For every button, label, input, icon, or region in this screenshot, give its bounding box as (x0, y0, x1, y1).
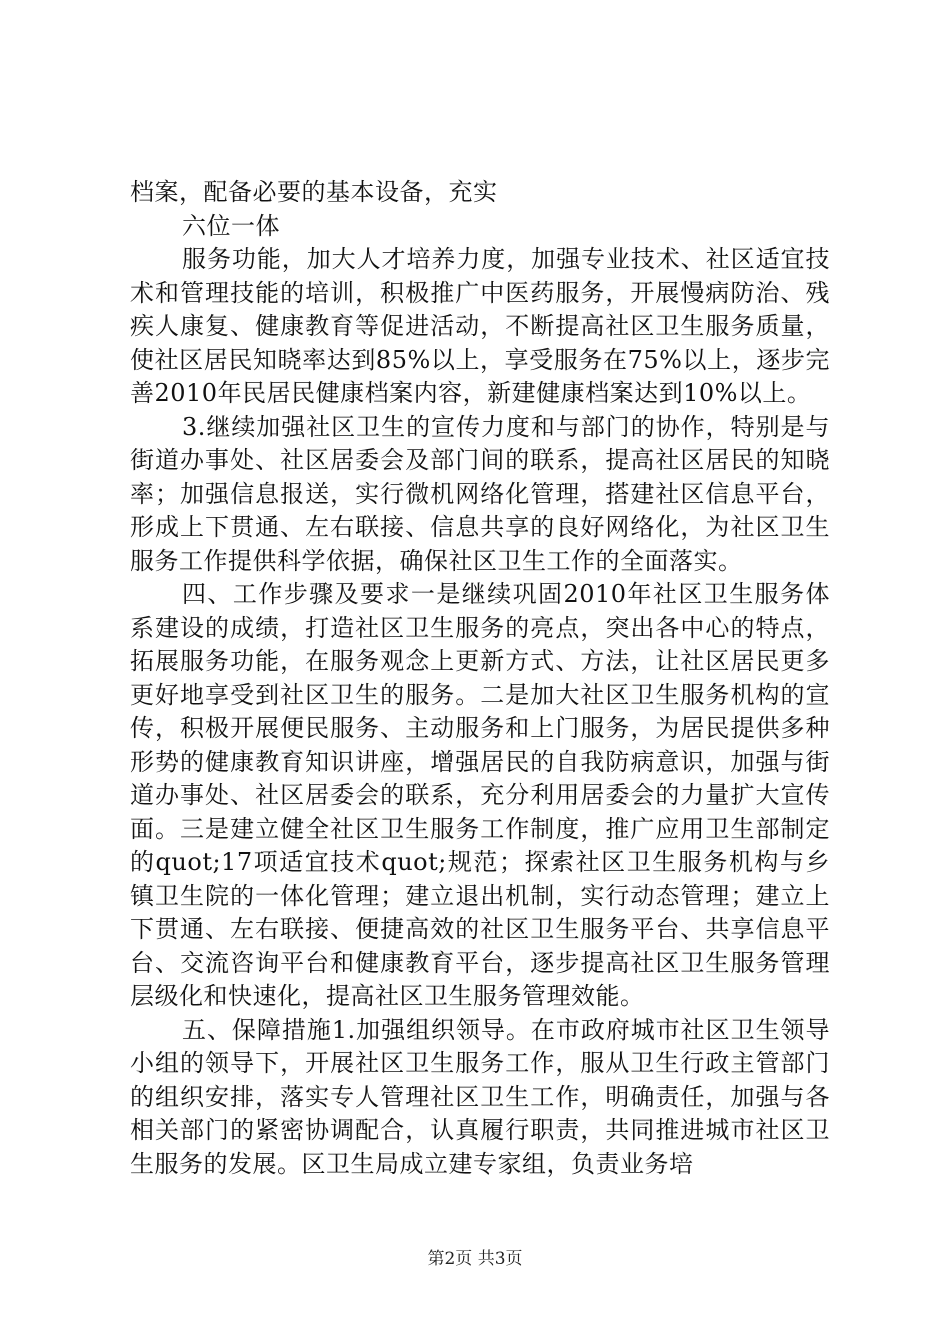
paragraph-2: 六位一体 (182, 211, 280, 240)
page-footer (0, 1244, 950, 1269)
paragraph-1: 档案，配备必要的基本设备，充实 (130, 178, 498, 206)
paragraph-4: 3.继续加强社区卫生的宣传力度和与部门的协作，特别是与街道办事处、社区居委会及部门间的联系，提高社区居民的知晓率；加强信息报送，实行微机网络化管理，搭建社区信息平台，形成上下贯通、左右联接、信息共享的良好网络化，为社区卫生服务工作提供科学依据，确保社区卫生工作的全面落实。 (130, 412, 830, 575)
paragraph-5: 四、工作步骤及要求一是继续巩固2010年社区卫生服务体系建设的成绩，打造社区卫生服务的亮点，突出各中心的特点，拓展服务功能，在服务观念上更新方式、方法，让社区居民更多更好地享受到社区卫生的服务。二是加大社区卫生服务机构的宣传，积极开展便民服务、主动服务和上门服务，为居民提供多种形势的健康教育知识讲座，增强居民的自我防病意识，加强与街道办事处、社区居委会的联系，充分利用居委会的力量扩大宣传面。三是建立健全社区卫生服务工作制度，推广应用卫生部制定的quot;17项适宜技术quot;规范；探索社区卫生服务机构与乡镇卫生院的一体化管理；建立退出机制，实行动态管理；建立上下贯通、左右联接、便捷高效的社区卫生服务平台、共享信息平台、交流咨询平台和健康教育平台，逐步提高社区卫生服务管理层级化和快速化，提高社区卫生服务管理效能。 (130, 580, 830, 1010)
page-number-label: 第2页 共3页 (427, 1249, 523, 1269)
document-body (130, 176, 830, 1181)
paragraph-6: 五、保障措施1.加强组织领导。在市政府城市社区卫生领导小组的领导下，开展社区卫生服务工作，服从卫生行政主管部门的组织安排，落实专人管理社区卫生工作，明确责任，加强与各相关部门的紧密协调配合，认真履行职责，共同推进城市社区卫生服务的发展。区卫生局成立建专家组，负责业务培 (130, 1015, 830, 1178)
paragraph-3: 服务功能，加大人才培养力度，加强专业技术、社区适宜技术和管理技能的培训，积极推广中医药服务，开展慢病防治、残疾人康复、健康教育等促进活动，不断提高社区卫生服务质量，使社区居民知晓率达到85%以上，享受服务在75%以上，逐步完善2010年民居民健康档案内容，新建健康档案达到10%以上。 (130, 245, 830, 407)
